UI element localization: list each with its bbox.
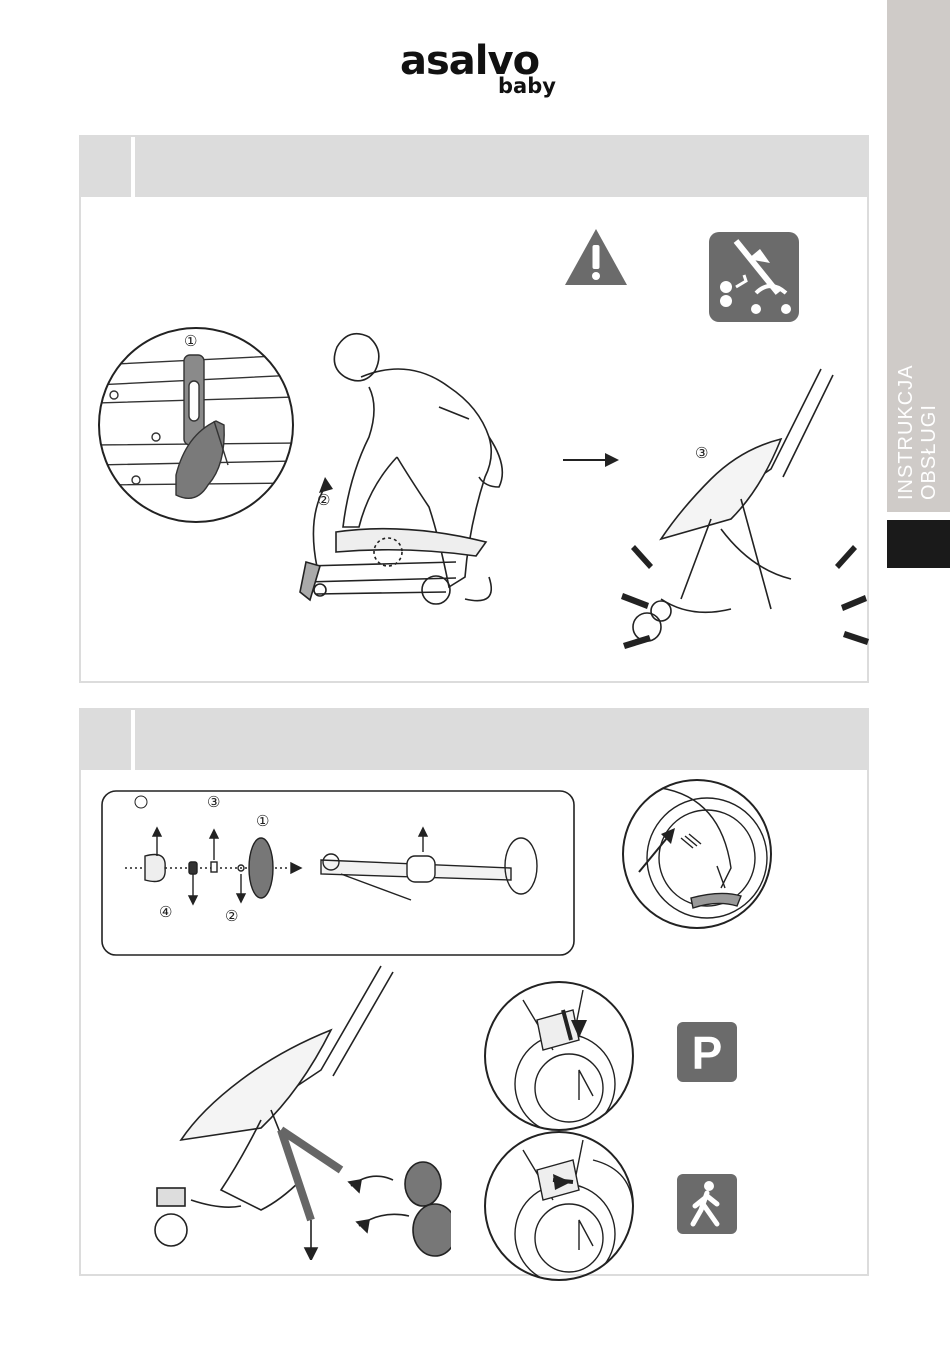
walking-icon	[677, 1174, 737, 1234]
folded-stroller	[296, 522, 496, 612]
section-number	[81, 137, 135, 197]
step-3-label: ③	[695, 445, 709, 462]
wheel-step-2-label: ②	[225, 908, 239, 925]
section-wheels	[79, 708, 869, 1276]
brake-engaged-detail	[483, 980, 635, 1132]
stroller-fold-icon	[708, 231, 800, 323]
unfolded-stroller	[621, 359, 871, 649]
fold-lever-detail	[96, 325, 296, 525]
section-fold	[79, 135, 869, 683]
warning-triangle-icon	[563, 227, 629, 287]
brake-spring-detail	[621, 778, 773, 930]
brake-released-detail	[483, 1130, 635, 1282]
wheel-assembly-diagram	[101, 790, 577, 958]
step-1-label: ①	[184, 333, 198, 350]
side-tab-marker	[887, 520, 950, 568]
wheel-step-4-label: ④	[159, 904, 173, 921]
brand-sub: baby	[498, 74, 556, 98]
arrow-right-icon	[563, 450, 619, 470]
section-header	[81, 710, 867, 770]
brand-logo	[400, 38, 560, 98]
section-header	[81, 137, 867, 197]
step-2-label: ②	[317, 492, 331, 509]
section-number	[81, 710, 135, 770]
parking-letter: P	[691, 1027, 723, 1079]
parking-icon	[677, 1022, 737, 1082]
side-tab-label: INSTRUKCJA OBSŁUGI	[895, 365, 940, 500]
wheel-step-3-label: ③	[207, 794, 221, 811]
wheel-step-1-label: ①	[256, 813, 270, 830]
brand-name: asalvo	[400, 38, 540, 84]
stroller-wheel-removal	[131, 960, 451, 1260]
